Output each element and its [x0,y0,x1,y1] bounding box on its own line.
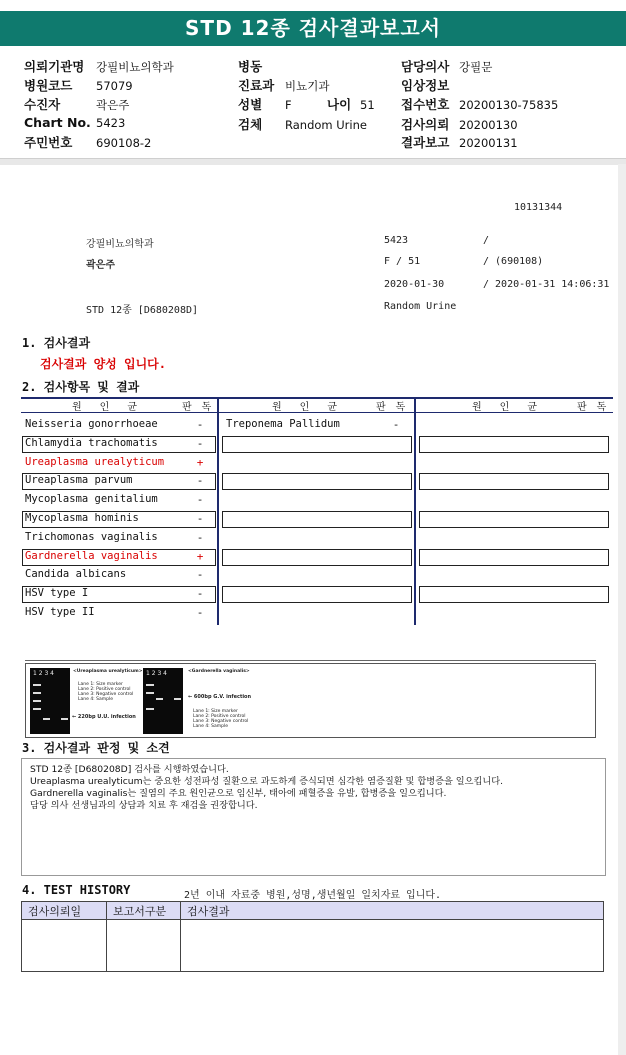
gel-uu-title: <Ureaplasma urealyticum> [73,669,143,674]
gel-band [61,718,68,720]
report-title: STD 12종 검사결과보고서 [0,11,626,46]
info-birth: / (690108) [483,256,544,267]
organism-result: - [196,606,204,619]
value-department: 비뇨기과 [285,79,330,93]
gel-image-panel [25,663,596,738]
label-requester: 의뢰기관명 [24,59,85,74]
comment-box [21,758,606,876]
header-col2-row4 [238,115,367,133]
gel-uu-legend-4: Lane 4: Sample [78,697,113,702]
organism-result: - [392,418,400,431]
comment-line-4: 담당 의사 선생님과의 상담과 치료 후 재검을 권장합니다. [30,800,258,811]
col3-head-organism: 원 인 균 [472,402,544,413]
organism-result: - [196,436,204,450]
gel-band [156,698,163,700]
section-1-title: 1. 검사결과 [22,336,91,350]
label-resident-no: 주민번호 [24,135,73,150]
history-head-report-type: 보고서구분 [107,902,181,920]
value-report-date: 20200131 [459,136,518,150]
table-col-divider-1 [217,397,219,625]
header-col3-row3 [401,95,558,113]
label-age: 나이 [327,97,352,112]
empty-result-box [419,586,609,603]
empty-result-box [419,511,609,528]
info-test-name: STD 12종 [D680208D] [86,305,199,316]
label-clinical-info: 임상정보 [401,78,450,93]
header-col3-row5 [401,133,518,151]
history-cell [181,920,604,972]
page-right-edge [618,164,626,1055]
value-chart-no: 5423 [96,116,126,130]
info-sex-age: F / 51 [384,256,421,267]
gel-band [33,708,41,710]
gel-band [174,698,181,700]
gel-uu-band-label: ← 220bp U.U. infection [72,714,136,720]
col3-head-result: 판 독 [577,402,609,413]
gel-gv-legend-4: Lane 4: Sample [193,724,228,729]
value-specimen: Random Urine [285,118,367,132]
organism-name: Treponema Pallidum [226,418,340,430]
label-chart-no: Chart No. [24,115,91,130]
header-col2-row3 [238,95,375,113]
label-specimen: 검체 [238,117,263,132]
value-requester: 강필비뇨의학과 [96,60,174,74]
history-note: 2년 이내 자료중 병원,성명,생년월일 일치자료 입니다. [184,890,442,901]
history-head-result: 검사결과 [181,902,604,920]
info-report-datetime: / 2020-01-31 14:06:31 [483,279,610,290]
history-cell [22,920,107,972]
value-receipt-no: 20200130-75835 [459,98,559,112]
col2-head-result: 판 독 [376,402,408,413]
section-4-title: 4. TEST HISTORY [22,883,131,897]
organism-result: + [196,455,204,469]
empty-result-box [222,436,412,453]
organism-name: HSV type I [25,587,89,600]
empty-result-box [222,549,412,566]
history-empty-row [22,920,604,972]
gel-gv-lanes: 1 2 3 4 [146,670,167,677]
history-table [21,901,604,972]
value-age: 51 [360,98,375,112]
header-col3-row2 [401,76,459,94]
value-hospital-code: 57079 [96,79,133,93]
label-hospital-code: 병원코드 [24,78,73,93]
gel-uu-lanes: 1 2 3 4 [33,670,54,677]
gel-image-gv [143,668,183,734]
header-col2-row1 [238,57,285,75]
organism-result: - [196,568,204,582]
info-patient: 곽은주 [86,260,115,271]
info-receive-date: 2020-01-30 [384,279,445,290]
gel-gv-legend-1: Lane 1: Size marker [193,709,238,714]
table-col-divider-2 [414,397,416,625]
header-col3-row1 [401,57,492,75]
info-slash: / [483,235,490,246]
organism-name: HSV type II [25,606,95,618]
gel-gv-title: <Gardnerella vaginalis> [188,669,250,674]
empty-result-box [419,436,609,453]
gel-top-rule [25,660,596,661]
value-doctor: 강필문 [459,60,493,74]
organism-name: Gardnerella vaginalis [25,549,158,562]
empty-result-box [419,473,609,490]
col1-head-organism: 원 인 균 [72,402,144,413]
organism-result: - [196,530,204,544]
empty-result-box [222,511,412,528]
section-3-title: 3. 검사결과 판정 및 소견 [22,741,170,755]
organism-name: Ureaplasma urealyticum [25,455,165,468]
result-summary: 검사결과 양성 입니다. [40,357,167,371]
header-col1-row1 [24,57,174,75]
label-request-date: 검사의뢰 [401,117,450,132]
comment-line-3: Gardnerella vaginalis는 질염의 주요 원인균으로 임신부, 태아에 패혈증을 유발, 합병증을 일으킵니다. [30,788,447,799]
gel-band [43,718,50,720]
gel-band [33,700,41,702]
comment-line-1: STD 12종 [D680208D] 검사를 시행하였습니다. [30,764,229,775]
col2-head-organism: 원 인 균 [272,402,344,413]
empty-result-box [222,586,412,603]
gel-band [33,692,41,694]
gel-band [146,692,154,694]
gel-uu-legend-2: Lane 2: Positive control [78,687,131,692]
gel-uu-legend-1: Lane 1: Size marker [78,682,123,687]
label-patient: 수진자 [24,97,61,112]
label-receipt-no: 접수번호 [401,97,450,112]
header-divider [0,158,626,165]
gel-band [146,684,154,686]
organism-result: + [196,549,204,563]
label-ward: 병동 [238,59,263,74]
info-chart: 5423 [384,235,409,246]
value-sex: F [285,98,292,112]
header-col1-row4 [24,115,125,130]
history-cell [107,920,181,972]
col1-head-result: 판 독 [182,402,214,413]
organism-result: - [196,493,204,507]
organism-name: Trichomonas vaginalis [25,530,158,543]
label-sex: 성별 [238,97,263,112]
section-2-title: 2. 검사항목 및 결과 [22,380,140,394]
organism-result: - [196,474,204,488]
empty-result-box [419,549,609,566]
value-patient: 곽은주 [96,98,130,112]
organism-name: Mycoplasma hominis [25,512,139,524]
info-hospital: 강필비뇨의학과 [86,239,154,250]
organism-name: Chlamydia trachomatis [25,436,158,449]
info-specimen: Random Urine [384,301,457,312]
organism-name: Ureaplasma parvum [25,474,133,487]
label-report-date: 결과보고 [401,135,450,150]
organism-result: - [196,418,204,431]
comment-line-2: Ureaplasma urealyticum는 중요한 성전파성 질환으로 과도하게 증식되면 심각한 염증질환 및 합병증을 일으킵니다. [30,776,504,787]
value-request-date: 20200130 [459,118,518,132]
organism-result: - [196,587,204,601]
history-head-request-date: 검사의뢰일 [22,902,107,920]
gel-gv-band-label: ← 600bp G.V. infection [188,694,252,700]
gel-uu-legend-3: Lane 3: Negative control [78,692,134,697]
gel-gv-legend-3: Lane 3: Negative control [193,719,249,724]
header-col2-row2 [238,76,329,94]
gel-band [33,684,41,686]
gel-band [146,708,154,710]
empty-result-box [222,473,412,490]
header-col3-row4 [401,115,518,133]
header-col1-row2 [24,76,133,94]
organism-name: Neisseria gonorrhoeae [25,418,158,430]
report-code: 10131344 [514,202,563,213]
gel-gv-legend-2: Lane 2: Positive control [193,714,246,719]
value-resident-no: 690108-2 [96,136,152,150]
gel-image-uu [30,668,70,734]
organism-name: Mycoplasma genitalium [25,493,158,506]
header-col1-row5 [24,133,151,151]
header-col1-row3 [24,95,129,113]
history-header-row [22,902,604,920]
label-department: 진료과 [238,78,275,93]
organism-result: - [196,512,204,525]
organism-name: Candida albicans [25,568,127,581]
label-doctor: 담당의사 [401,59,450,74]
